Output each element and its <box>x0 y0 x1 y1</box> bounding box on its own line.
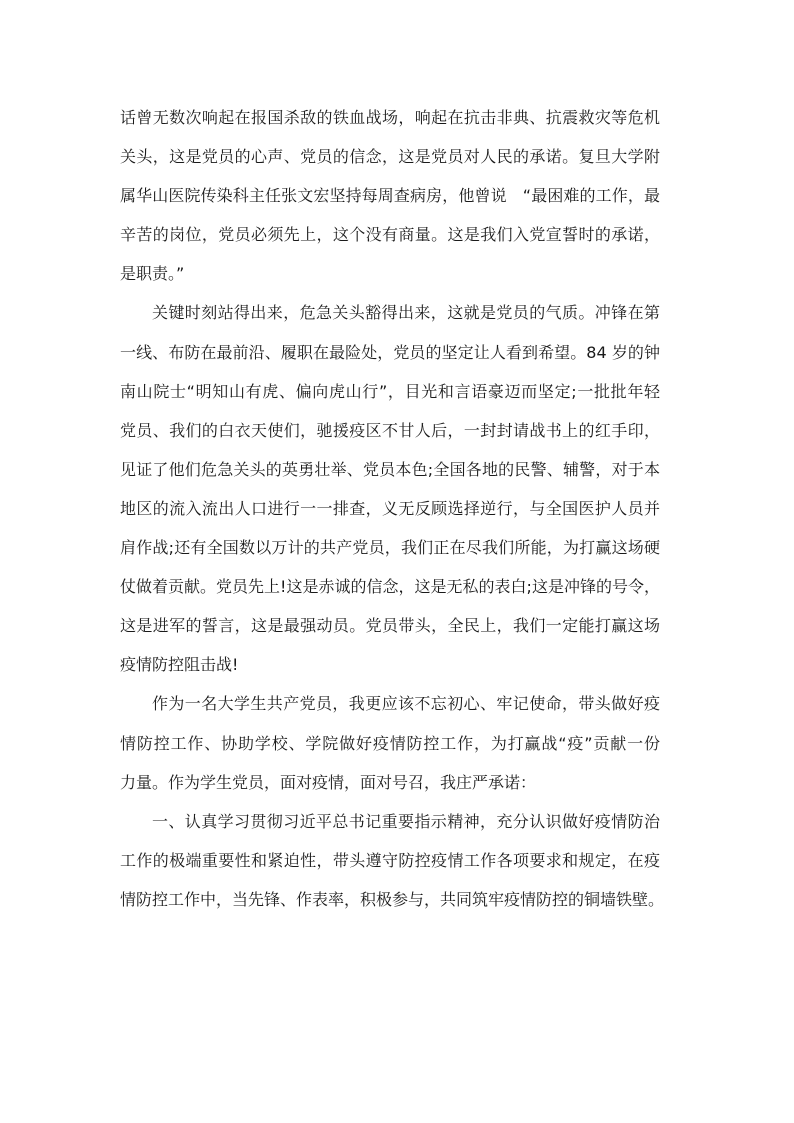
text-line: 党员、我们的白衣天使们，驰援疫区不甘人后，一封封请战书上的红手印， <box>120 420 660 440</box>
text-line: 是职责。” <box>120 264 185 284</box>
paragraph-2 <box>120 295 660 686</box>
body-text <box>120 100 665 921</box>
text-line: 仗做着贡献。党员先上!这是赤诚的信念，这是无私的表白;这是冲锋的号令， <box>120 577 660 597</box>
text-line: 工作的极端重要性和紧迫性，带头遵守防控疫情工作各项要求和规定，在疫 <box>120 850 660 870</box>
text-line: 一、认真学习贯彻习近平总书记重要指示精神，充分认识做好疫情防治 <box>152 811 660 831</box>
text-line: 话曾无数次响起在报国杀敌的铁血战场，响起在抗击非典、抗震救灾等危机 <box>120 108 660 127</box>
text-line: 情防控工作中，当先锋、作表率，积极参与，共同筑牢疫情防控的铜墙铁壁。 <box>120 889 665 909</box>
text-line: 辛苦的岗位，党员必须先上，这个没有商量。这是我们入党宣誓时的承诺， <box>120 225 660 245</box>
text-line: 这是进军的誓言，这是最强动员。党员带头，全民上，我们一定能打赢这场 <box>120 616 660 636</box>
paragraph-3 <box>120 686 660 803</box>
text-line: 地区的流入流出人口进行一一排查，义无反顾选择逆行，与全国医护人员并 <box>120 498 660 518</box>
paragraph-1 <box>120 100 660 295</box>
text-line: 力量。作为学生党员，面对疫情，面对号召，我庄严承诺： <box>120 772 537 792</box>
paragraph-4 <box>120 804 665 921</box>
text-line: 一线、布防在最前沿、履职在最险处，党员的坚定让人看到希望。84 岁的钟 <box>120 342 660 362</box>
text-line: 肩作战;还有全国数以万计的共产党员，我们正在尽我们所能，为打赢这场硬 <box>120 538 660 558</box>
text-line: 疫情防控阻击战! <box>120 655 239 675</box>
text-line: 关键时刻站得出来，危急关头豁得出来，这就是党员的气质。冲锋在第 <box>152 303 660 323</box>
text-line: 南山院士“明知山有虎、偏向虎山行”，目光和言语豪迈而坚定;一批批年轻 <box>120 381 660 401</box>
text-line: 作为一名大学生共产党员，我更应该不忘初心、牢记使命，带头做好疫 <box>152 694 660 714</box>
text-line: 见证了他们危急关头的英勇壮举、党员本色;全国各地的民警、辅警，对于本 <box>120 459 660 479</box>
text-line: 关头，这是党员的心声、党员的信念，这是党员对人民的承诺。复旦大学附 <box>120 147 660 167</box>
text-line: 属华山医院传染科主任张文宏坚持每周查病房，他曾说 “最困难的工作，最 <box>120 186 660 206</box>
text-line: 情防控工作、协助学校、学院做好疫情防控工作，为打赢战“疫”贡献一份 <box>120 733 660 753</box>
